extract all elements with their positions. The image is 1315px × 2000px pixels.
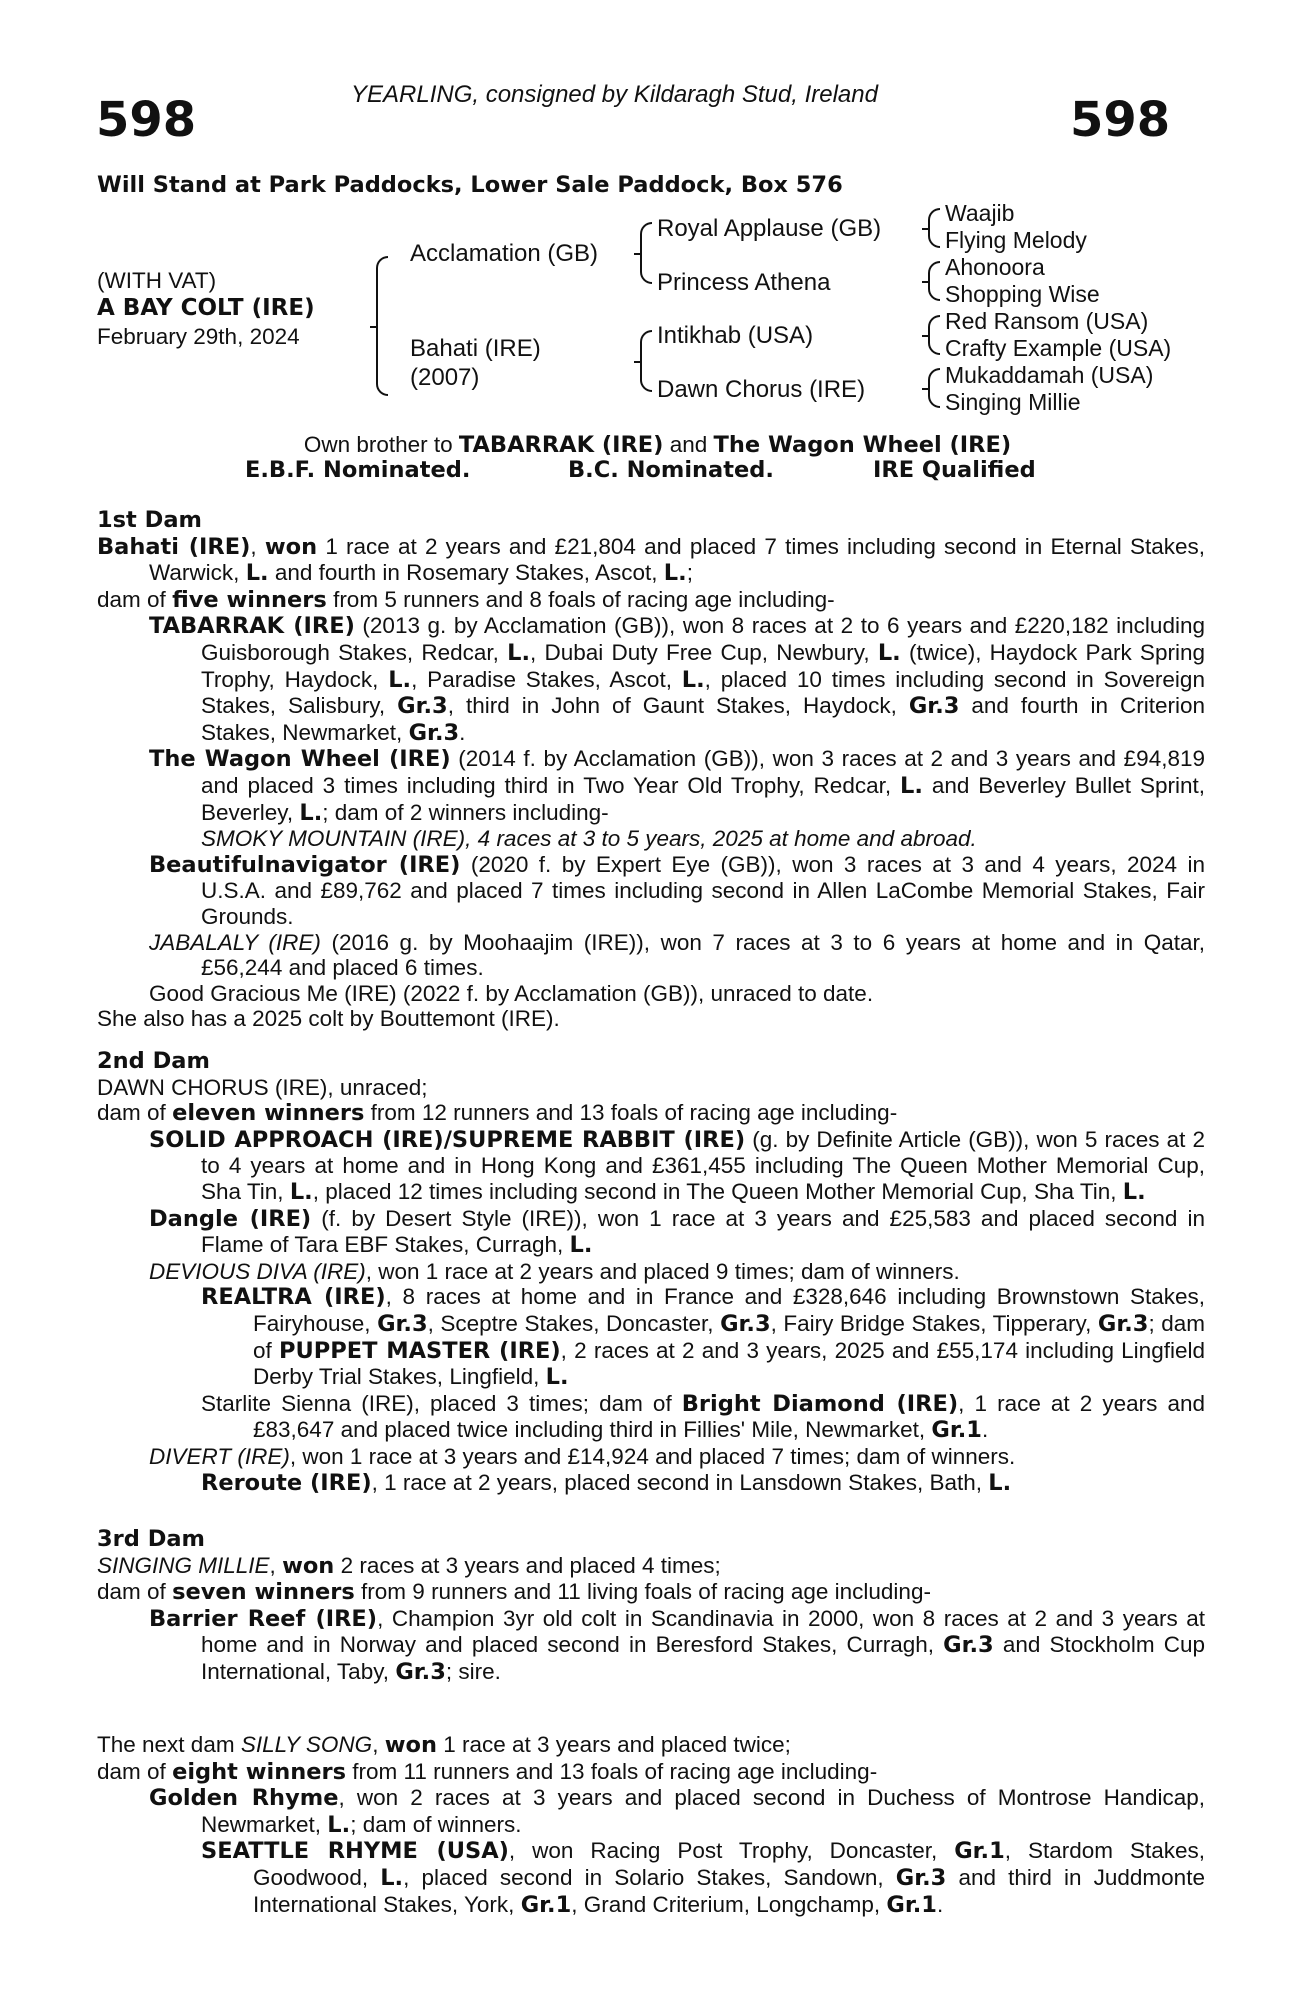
produce-tabarrak: TABARRAK (IRE) (2013 g. by Acclamation (GB)), won 8 races at 2 to 6 years and £220,182 including Guisborough Stakes, Redcar, L., Dubai Duty Free Cup, Newbury, L. (twice), Haydock Park Spring Trophy, Haydock, L., Paradise Stakes, Ascot, L., placed 10 times including second in Sovereign Stakes, Salisbury, Gr.3, third in John of Gaunt Stakes, Haydock, Gr.3 and fourth in Criterion Stakes, Newmarket, Gr.3. xyxy=(149,613,1205,746)
gen3-5: Red Ransom (USA) xyxy=(945,308,1149,334)
gen3-8: Singing Millie xyxy=(945,389,1081,415)
dam-year: (2007) xyxy=(410,364,480,391)
sire-name: Acclamation (GB) xyxy=(410,240,599,267)
third-dam-record: SINGING MILLIE, won 2 races at 3 years and placed 4 times; xyxy=(97,1552,721,1579)
third-dam-heading: 3rd Dam xyxy=(97,1526,205,1552)
produce-dangle: Dangle (IRE) (f. by Desert Style (IRE)), won 1 race at 3 years and £25,583 and placed second in Flame of Tara EBF Stakes, Curragh, L. xyxy=(149,1205,1205,1259)
second-dam-record: DAWN CHORUS (IRE), unraced; xyxy=(97,1074,428,1100)
produce-smoky-mountain: SMOKY MOUNTAIN (IRE), 4 races at 3 to 5 years, 2025 at home and abroad. xyxy=(201,826,977,852)
produce-2025-colt: She also has a 2025 colt by Bouttemont (IRE). xyxy=(97,1006,560,1032)
gen2-sire-sire: Royal Applause (GB) xyxy=(657,215,882,242)
horse-name: A BAY COLT (IRE) xyxy=(97,295,315,321)
gen3-brace-1 xyxy=(928,208,940,248)
third-dam-section xyxy=(97,1527,1205,1686)
second-dam-heading: 2nd Dam xyxy=(97,1048,210,1074)
gen3-3: Ahonoora xyxy=(945,254,1045,280)
gen3-6: Crafty Example (USA) xyxy=(945,335,1172,361)
gen2-dam-sire: Intikhab (USA) xyxy=(657,322,814,349)
next-dam-produce: dam of eight winners from 11 runners and 13 foals of racing age including- xyxy=(97,1758,878,1785)
lot-number-left: 598 xyxy=(96,92,197,148)
next-dam-section xyxy=(97,1732,1205,1918)
produce-devious-diva: DEVIOUS DIVA (IRE), won 1 race at 2 years and placed 9 times; dam of winners. xyxy=(149,1258,960,1284)
first-dam-record: Bahati (IRE), won 1 race at 2 years and £21,804 and placed 7 times including second in Eternal Stakes, Warwick, L. and fourth in Rosemary Stakes, Ascot, L.; xyxy=(97,533,1205,587)
produce-solid-approach: SOLID APPROACH (IRE)/SUPREME RABBIT (IRE) (g. by Definite Article (GB)), won 5 races at 2 to 4 years at home and in Hong Kong and £361,455 including The Queen Mother Memorial Cup, Sha Tin, L., placed 12 times including second in The Queen Mother Memorial Cup, Sha Tin, L. xyxy=(149,1126,1205,1205)
produce-starlite-sienna: Starlite Sienna (IRE), placed 3 times; dam of Bright Diamond (IRE), 1 race at 2 years and £83,647 and placed twice including third in Fillies' Mile, Newmarket, Gr.1. xyxy=(201,1390,1205,1444)
ire-note: IRE Qualified xyxy=(873,457,1036,483)
ebf-note: E.B.F. Nominated. xyxy=(245,457,471,483)
lot-number-right: 598 xyxy=(1070,92,1171,148)
gen2-dam-dam: Dawn Chorus (IRE) xyxy=(657,376,866,403)
gen3-brace-4 xyxy=(928,368,940,408)
foaling-date: February 29th, 2024 xyxy=(97,324,300,349)
vat-note: (WITH VAT) xyxy=(97,268,217,293)
gen3-1: Waajib xyxy=(945,200,1015,226)
first-dam-section xyxy=(97,508,1205,1032)
gen3-7: Mukaddamah (USA) xyxy=(945,362,1154,388)
produce-realtra: REALTRA (IRE), 8 races at home and in France and £328,646 including Brownstown Stakes, Fairyhouse, Gr.3, Sceptre Stakes, Doncaster, Gr.3, Fairy Bridge Stakes, Tipperary, Gr.3; dam of PUPPET MASTER (IRE), 2 races at 2 and 3 years, 2025 and £55,174 including Lingfield Derby Trial Stakes, Lingfield, L. xyxy=(201,1284,1206,1391)
stall-location: Will Stand at Park Paddocks, Lower Sale Paddock, Box 576 xyxy=(97,172,843,198)
gen3-2: Flying Melody xyxy=(945,227,1087,253)
third-dam-produce: dam of seven winners from 9 runners and 11 living foals of racing age including- xyxy=(97,1579,931,1606)
second-dam-produce: dam of eleven winners from 12 runners and 13 foals of racing age including- xyxy=(97,1100,898,1127)
gen3-4: Shopping Wise xyxy=(945,281,1100,307)
gen2-sire-dam: Princess Athena xyxy=(657,269,831,296)
produce-good-gracious: Good Gracious Me (IRE) (2022 f. by Acclamation (GB)), unraced to date. xyxy=(149,980,874,1006)
first-dam-produce: dam of five winners from 5 runners and 8 foals of racing age including- xyxy=(97,586,835,613)
produce-jabalaly: JABALALY (IRE) (2016 g. by Moohaajim (IRE)), won 7 races at 3 to 6 years at home and in Qatar, £56,244 and placed 6 times. xyxy=(149,929,1205,981)
dam-brace xyxy=(640,330,652,392)
produce-seattle-rhyme: SEATTLE RHYME (USA), won Racing Post Trophy, Doncaster, Gr.1, Stardom Stakes, Goodwood, L., placed second in Solario Stakes, Sandown, Gr.3 and third in Juddmonte International Stakes, York, Gr.1, Grand Criterium, Longchamp, Gr.1. xyxy=(201,1838,1205,1918)
gen3-brace-2 xyxy=(928,261,940,301)
sale-subtitle: YEARLING, consigned by Kildaragh Stud, Ireland xyxy=(351,81,878,108)
first-dam-heading: 1st Dam xyxy=(97,507,202,533)
own-brother-line: Own brother to TABARRAK (IRE) and The Wagon Wheel (IRE) xyxy=(303,432,1012,458)
sire-brace xyxy=(640,222,652,284)
produce-wagon-wheel: The Wagon Wheel (IRE) (2014 f. by Acclamation (GB)), won 3 races at 2 and 3 years and £94,819 and placed 3 times including third in Two Year Old Trophy, Redcar, L. and Beverley Bullet Sprint, Beverley, L.; dam of 2 winners including- xyxy=(149,746,1206,826)
gen3-brace-3 xyxy=(928,315,940,355)
next-dam-record: The next dam SILLY SONG, won 1 race at 3 years and placed twice; xyxy=(97,1732,791,1758)
produce-reroute: Reroute (IRE), 1 race at 2 years, placed second in Lansdown Stakes, Bath, L. xyxy=(201,1469,1012,1496)
produce-beautifulnavigator: Beautifulnavigator (IRE) (2020 f. by Expert Eye (GB)), won 3 races at 3 and 4 years, 2024 in U.S.A. and £89,762 and placed 7 times including second in Allen LaCombe Memorial Stakes, Fair Grounds. xyxy=(149,851,1205,929)
dam-name: Bahati (IRE) xyxy=(410,335,541,362)
produce-barrier-reef: Barrier Reef (IRE), Champion 3yr old colt in Scandinavia in 2000, won 8 races at 2 and 3 years at home and in Norway and placed second in Beresford Stakes, Curragh, Gr.3 and Stockholm Cup International, Taby, Gr.3; sire. xyxy=(149,1605,1206,1685)
second-dam-section xyxy=(97,1049,1205,1496)
produce-divert: DIVERT (IRE), won 1 race at 3 years and £14,924 and placed 7 times; dam of winners. xyxy=(149,1443,1016,1469)
produce-golden-rhyme: Golden Rhyme, won 2 races at 3 years and placed second in Duchess of Montrose Handicap, Newmarket, L.; dam of winners. xyxy=(149,1785,1205,1838)
pedigree-brace xyxy=(376,256,388,396)
bc-note: B.C. Nominated. xyxy=(568,457,774,483)
